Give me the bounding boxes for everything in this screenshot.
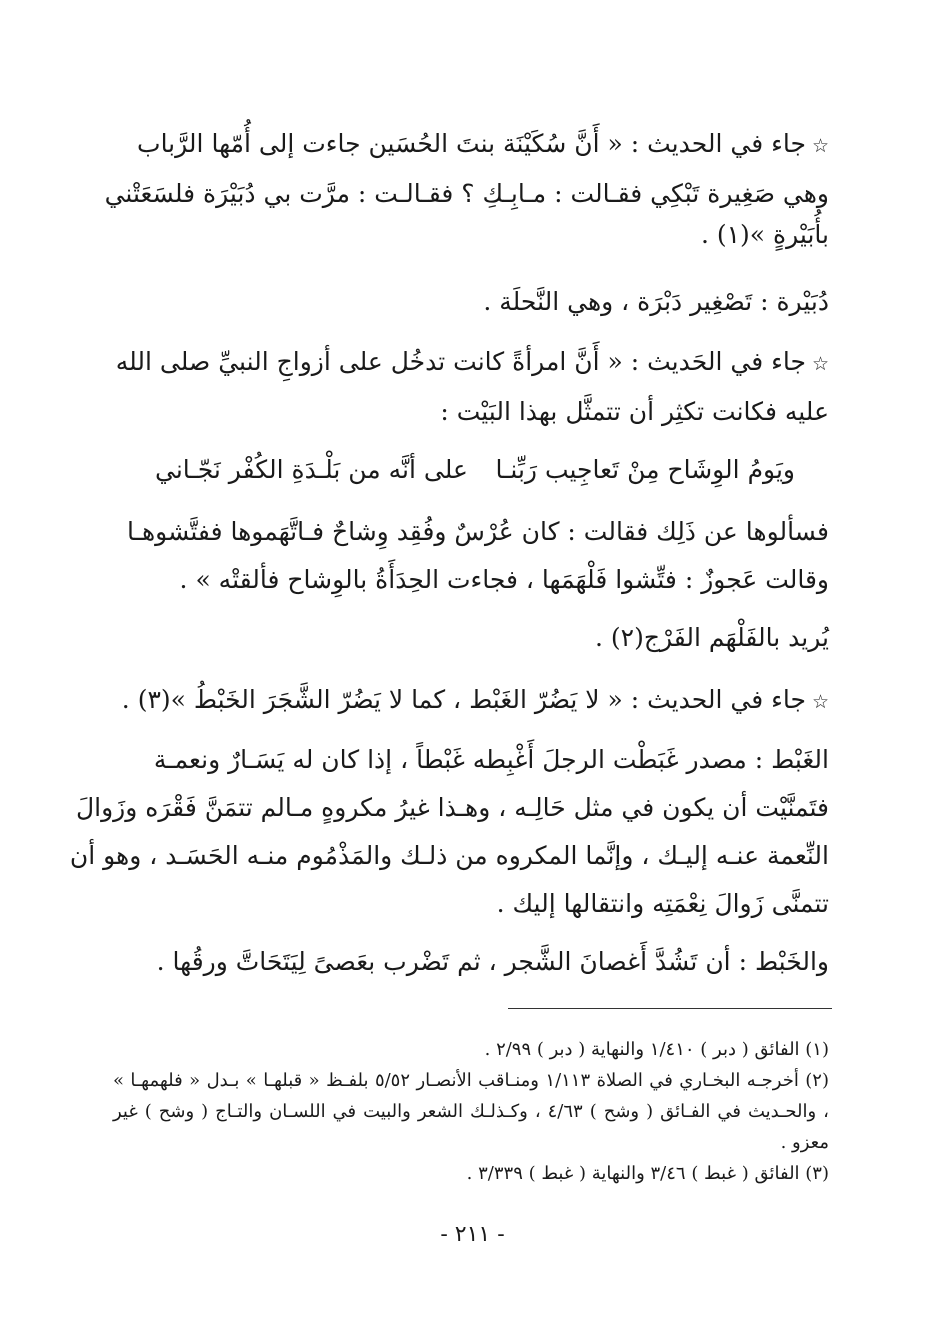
paragraph-line: دُبَيْرة : تَصْغِير دَبْرَة ، وهي النَّحلَة . (483, 287, 829, 316)
paragraph-line: فتَمنَّيْت أن يكون في مثل حَالِـه ، وهـذا غيرُ مكروهٍ مـالم تتمَنَّ فَقْرَه وزَوالَ (76, 793, 829, 822)
footnote-3: (٣) الفائق ( غبط ) ٣/٤٦ والنهاية ( غبط ) ٣/٣٣٩ . (466, 1163, 829, 1184)
paragraph-line: جاء في الحديث : « لا يَضُرّ الغَبْط ، كما لا يَضُرّ الشَّجَرَ الخَبْطُ »(٣) . (121, 685, 806, 714)
paragraph-line: فسألوها عن ذَلِك فقالت : كان عُرْسٌ وفُقِد وِشاحٌ فـاتَّهَموها ففتَّشوهـا (127, 517, 829, 546)
star-icon: ☆ (811, 135, 829, 157)
paragraph-line: النِّعمة عنـه إليـك ، وإنَّما المكروه من ذلـك والمَذْمُوم منـه الحَسَـد ، وهو أن (69, 841, 829, 870)
verse-second-hemistich: على أنَّه من بَلْـدَةِ الكُفْر نَجّـاني (155, 455, 468, 484)
page-number: - ٢١١ - (440, 1222, 505, 1247)
poetry-verse (155, 446, 795, 494)
footnote-2: (٢) أخرجـه البخـاري في الصلاة ١/١١٣ ومنـاقب الأنصـار ٥/٥٢ بلفـظ « قبلهـا » بـدل « فلهمهـا » ، والحـديث في الفـائق ( وشح ) ٤/٦٣ ، وكـذلـك الشعر والبيت في اللسـان والتـاج ( وشح ) غير معزو . (113, 1070, 829, 1153)
paragraph-line: والخَبْط : أن تَشُدَّ أَغصانَ الشَّجر ، ثم تَضْرب بعَصىً لِيَتَحَاتَّ ورقُها . (156, 947, 829, 976)
paragraph-line: عليه فكانت تكثِر أن تتمثَّل بهذا البَيْت : (440, 397, 829, 426)
paragraph-line: يُريد بالفَلْهَم الفَرْج(٢) . (595, 623, 829, 652)
paragraph-sakina (104, 120, 829, 252)
paragraph-ghabt-definition (69, 736, 829, 928)
paragraph-woman-hadith (113, 338, 829, 436)
star-icon: ☆ (811, 691, 829, 713)
verse-first-hemistich: ويَومُ الوِشَاح مِنْ تَعاجِيب رَبِّنـا (495, 455, 795, 484)
paragraph-line: وقالت عَجوزٌ : فتِّشوا فَلْهَمَها ، فجاءت الحِدَأَةُ بالوِشاح فألقتْه » . (179, 565, 829, 594)
paragraph-ghabt-hadith (113, 676, 829, 726)
paragraph-line: وهي صَغِيرة تَبْكِي فقـالت : مـابِـكِ ؟ فقـالـت : مرَّت بي دُبَيْرَة فلسَعَتْني (104, 179, 829, 208)
paragraph-dubayra (113, 278, 829, 326)
paragraph-line: بأُبَيْرةٍ »(١) . (700, 220, 829, 249)
paragraph-questioning (113, 508, 829, 604)
paragraph-line: تتمنَّى زَوالَ نِعْمَتِه وانتقالها إليك . (496, 889, 829, 918)
paragraph-falham (113, 614, 829, 662)
paragraph-line: الغَبْط : مصدر غَبَطْت الرجلَ أَغْبِطه غَبْطاً ، إذا كان له يَسَـارٌ ونعمـة (153, 745, 829, 774)
footnotes (113, 1034, 829, 1189)
paragraph-line: جاء في الحديث : « أَنَّ سُكَيْنَة بنتَ الحُسَين جاءت إلى أُمّها الرَّباب (137, 129, 806, 158)
paragraph-line: جاء في الحَديث : « أَنَّ امرأةً كانت تدخُل على أزواجِ النبيِّ صلى الله (115, 347, 806, 376)
star-icon: ☆ (811, 353, 829, 375)
paragraph-khabt-definition (113, 938, 829, 986)
footnote-divider (508, 1008, 832, 1009)
footnote-1: (١) الفائق ( دبر ) ١/٤١٠ والنهاية ( دبر ) ٢/٩٩ . (484, 1039, 829, 1060)
